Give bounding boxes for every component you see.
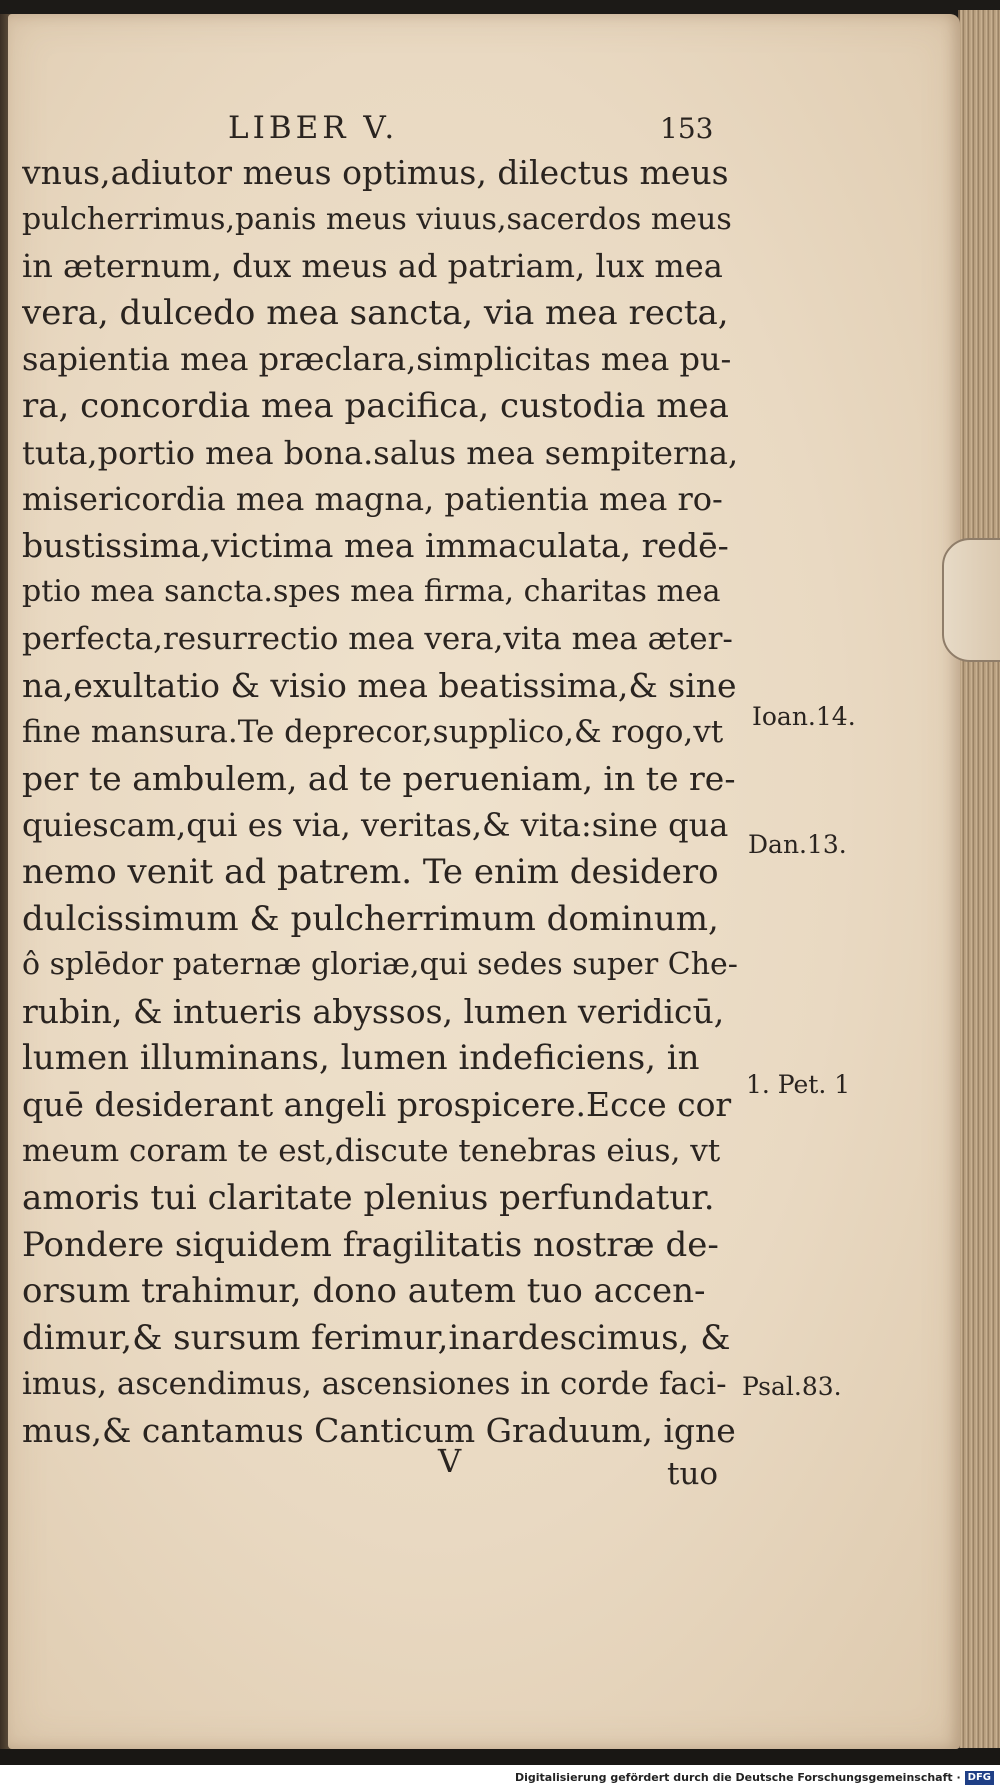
text-line: mus,& cantamus Canticum Graduum, igne bbox=[22, 1411, 736, 1451]
page-number: 153 bbox=[660, 112, 714, 145]
text-line: fine mansura.Te deprecor,supplico,& rogo,vt bbox=[22, 714, 724, 751]
body-text bbox=[22, 150, 738, 1455]
text-line: in æternum, dux meus ad patriam, lux mea bbox=[22, 247, 723, 286]
catchword: tuo bbox=[667, 1456, 719, 1492]
scan-bottom-edge bbox=[0, 1749, 1000, 1765]
text-line: tuta,portio mea bona.salus mea sempiterna, bbox=[22, 433, 738, 472]
page-tab bbox=[942, 538, 1000, 662]
dfg-logo: DFG bbox=[965, 1771, 994, 1785]
text-line: ra, concordia mea pacifica, custodia mea bbox=[22, 385, 729, 426]
text-line: dimur,& sursum ferimur,inardescimus, & bbox=[22, 1317, 731, 1358]
text-line: bustissima,victima mea immaculata, redē- bbox=[22, 525, 729, 565]
text-line: Pondere siquidem fragilitatis nostræ de- bbox=[22, 1224, 719, 1265]
text-line: orsum trahimur, dono autem tuo accen- bbox=[22, 1271, 706, 1312]
text-line: nemo venit ad patrem. Te enim desidero bbox=[22, 851, 719, 892]
text-line: ô splēdor paternæ gloriæ,qui sedes super Che- bbox=[22, 947, 738, 983]
text-line: vnus,adiutor meus optimus, dilectus meus bbox=[22, 153, 729, 192]
text-line: rubin, & intueris abyssos, lumen veridicū, bbox=[22, 991, 725, 1031]
text-line: amoris tui claritate plenius perfundatur. bbox=[22, 1178, 715, 1219]
footer-credit: Digitalisierung gefördert durch die Deutsche Forschungsgemeinschaft · bbox=[514, 1771, 961, 1784]
text-line: meum coram te est,discute tenebras eius, vt bbox=[22, 1133, 721, 1170]
text-line: ptio mea sancta.spes mea firma, charitas mea bbox=[22, 574, 721, 610]
running-header: LIBER V. bbox=[228, 110, 399, 146]
text-line: quiescam,qui es via, veritas,& vita:sine qua bbox=[22, 806, 729, 845]
text-line: lumen illuminans, lumen indeficiens, in bbox=[22, 1038, 700, 1079]
text-line: na,exultatio & visio mea beatissima,& sine bbox=[22, 665, 737, 705]
signature-mark: V bbox=[438, 1442, 462, 1480]
text-line: misericordia mea magna, patientia mea ro- bbox=[22, 480, 723, 519]
margin-note: Psal.83. bbox=[742, 1372, 842, 1401]
text-line: sapientia mea præclara,simplicitas mea pu- bbox=[22, 340, 732, 379]
text-line: per te ambulem, ad te perueniam, in te re- bbox=[22, 758, 736, 798]
text-line: imus, ascendimus, ascensiones in corde faci- bbox=[22, 1366, 727, 1403]
text-line: vera, dulcedo mea sancta, via mea recta, bbox=[22, 292, 729, 333]
text-line: pulcherrimus,panis meus viuus,sacerdos meus bbox=[22, 201, 732, 237]
margin-note: Dan.13. bbox=[748, 830, 847, 859]
margin-note: 1. Pet. 1 bbox=[746, 1070, 851, 1099]
footer-bar bbox=[0, 1765, 1000, 1791]
margin-note: Ioan.14. bbox=[752, 702, 856, 731]
page-edges bbox=[958, 10, 1000, 1748]
text-line: dulcissimum & pulcherrimum dominum, bbox=[22, 898, 719, 939]
text-line: quē desiderant angeli prospicere.Ecce cor bbox=[22, 1084, 732, 1124]
text-line: perfecta,resurrectio mea vera,vita mea æter- bbox=[22, 620, 733, 657]
